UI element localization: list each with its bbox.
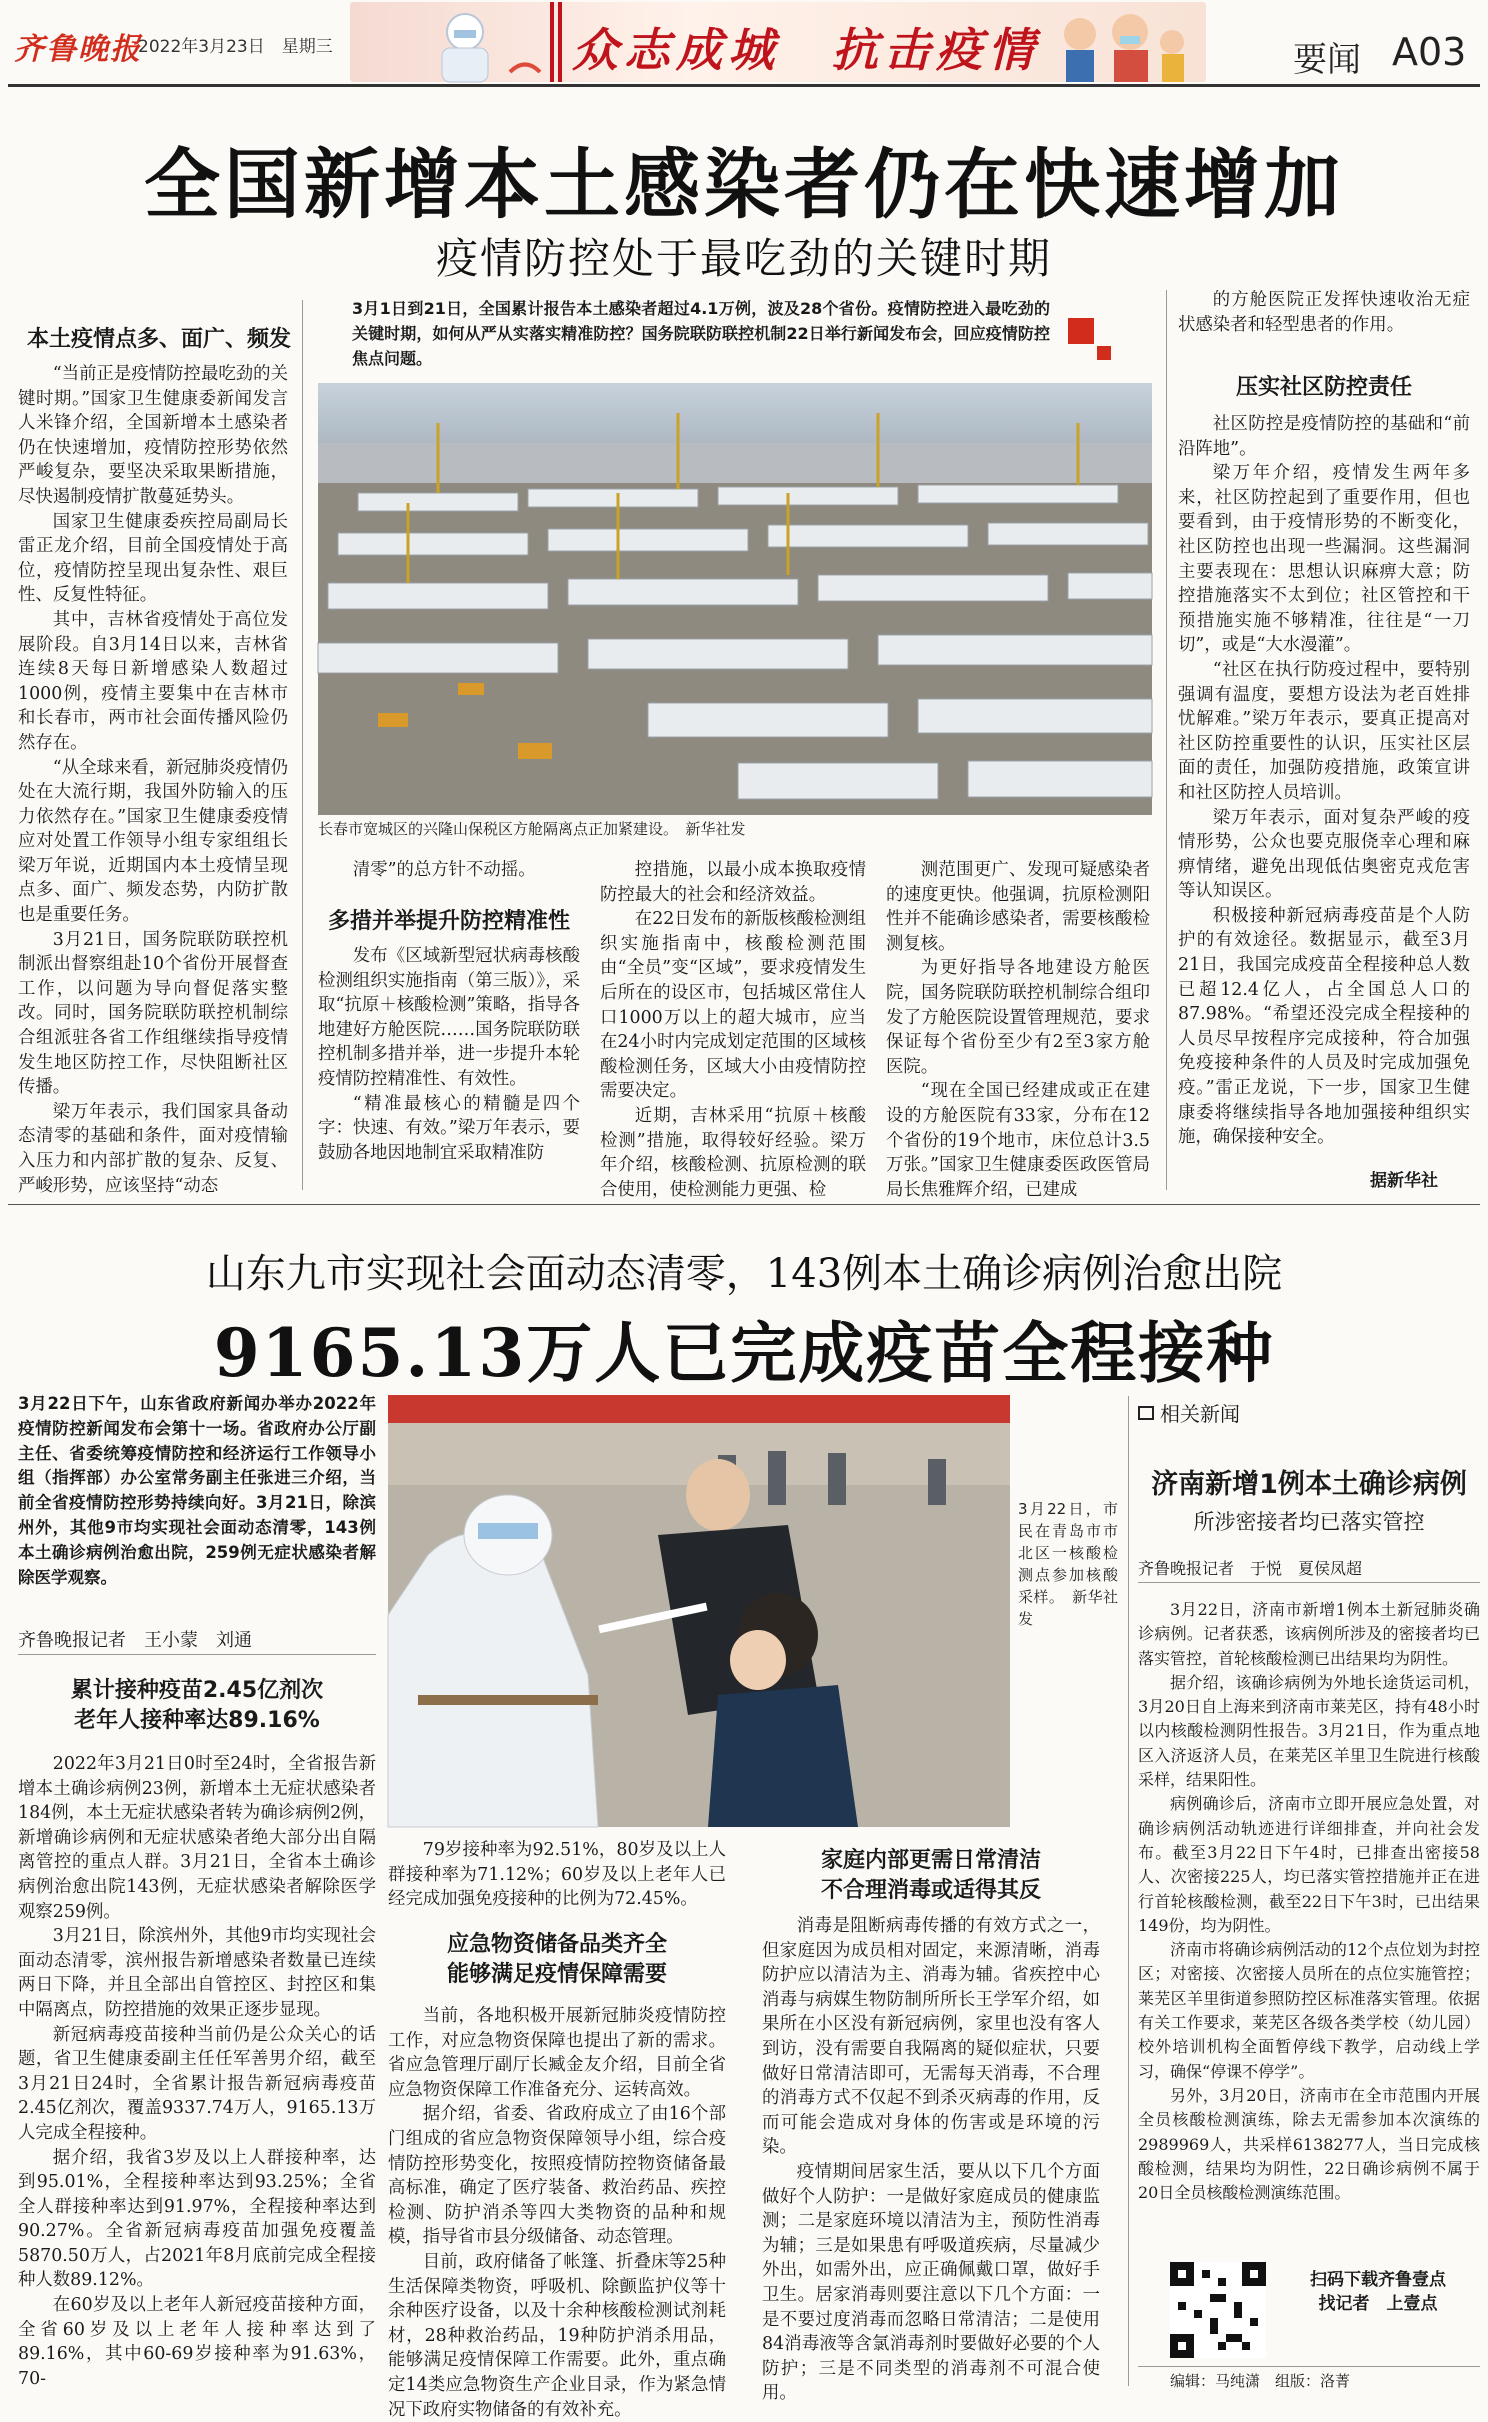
qr-caption: 扫码下载齐鲁壹点 找记者 上壹点 (1310, 2270, 1446, 2314)
story-divider (8, 1204, 1480, 1205)
story2-subhead-1: 累计接种疫苗2.45亿剂次 老年人接种率达89.16% (70, 1678, 324, 1733)
story1-col3-text: 控措施，以最小成本换取疫情防控最大的社会和经济效益。 在22日发布的新版核酸检测组织实施指南中，核酸检测范围由“全员”变“区域”，要求疫情发生后所在的设区市，包括城区常住人口1000万以上的超大城市，应当在24小时内完成划定范围的区域核酸检测任务，区域大小由疫情防控需要决定。 近期，吉林采用“抗原＋核酸检测”措施，取得较好经验。梁万年介绍，核酸检测、抗原检测的联合使用，使检测能力更强、检 (600, 860, 866, 1200)
story2-lead: 3月22日下午，山东省政府新闻办举办2022年疫情防控新闻发布会第十一场。省政府办公厅副主任、省委统筹疫情防控和经济运行工作领导小组（指挥部）办公室常务副主任张进三介绍，当前全省疫情防控形势持续向好。3月21日，除滨州外，其他9市均实现社会面动态清零，143例本土确诊病例治愈出院，259例无症状感染者解除医学观察。 (18, 1394, 376, 1587)
main-subheadline: 疫情防控处于最吃劲的关键时期 (435, 234, 1052, 283)
story1-subhead-1: 本土疫情点多、面广、频发 (26, 327, 291, 352)
story1-col2-text: 清零”的总方针不动摇。 (352, 860, 536, 880)
story1-credit: 据新华社 (1370, 1171, 1438, 1191)
story2-byline: 齐鲁晚报记者 王小蒙 刘通 (18, 1630, 252, 1651)
construction-site-photo (318, 383, 1152, 815)
related-body: 3月22日，济南市新增1例本土新冠肺炎确诊病例。记者获悉，该病例所涉及的密接者均已落实管控，首轮核酸检测已出结果均为阴性。 据介绍，该确诊病例为外地长途货运司机，3月20日自上海来到济南市莱芜区，持有48小时以内核酸检测阴性报告。3月21日，作为重点地区入济返济人员，在莱芜区羊里卫生院进行核酸采样，结果阳性。 病例确诊后，济南市立即开展应急处置，对确诊病例活动轨迹进行详细排查，并向社会发布。截至3月22日下午4时，已排查出密接58人、次密接225人，均已落实管控措施并正在进行首轮核酸检测，截至22日下午3时，已出结果149份，均为阴性。 济南市将确诊病例活动的12个点位划为封控区；对密接、次密接人员所在的点位实施管控；莱芜区羊里街道参照防控区标准落实管理。依据有关工作要求，莱芜区各级各类学校（幼儿园）校外培训机构全面暂停线下教学，启动线上学习，确保“停课不停学”。 另外，3月20日，济南市在全市范围内开展全员核酸检测演练，除去无需参加本次演练的2989969人，共采样6138277人，当日完成核酸检测，结果均为阴性，22日确诊病例不属于20日全员核酸检测演练范围。 (1138, 1600, 1480, 2203)
story2-col1-text: 2022年3月21日0时至24时，全省报告新增本土确诊病例23例，新增本土无症状感染者184例，本土无症状感染者转为确诊病例2例，新增确诊病例和无症状感染者绝大部分出自隔离管控的重点人群。3月21日，全省本土确诊病例治愈出院143例，无症状感染者解除医学观察259例。 3月21日，除滨州外，其他9市均实现社会面动态清零，滨州报告新增感染者数量已连续两日下降，并且全部出自管控区、封控区和集中隔离点，防控措施的效果正逐步显现。 新冠病毒疫苗接种当前仍是公众关心的话题，省卫生健康委副主任任军善男介绍，截至3月21日24时，全省累计报告新冠病毒疫苗2.45亿剂次，覆盖9337.74万人，9165.13万人完成全程接种。 据介绍，我省3岁及以上人群接种率，达到95.01%，全程接种率达到93.25%；全省全人群接种率达到91.97%，全程接种率达到90.27%。全省新冠病毒疫苗加强免疫覆盖5870.50万人，占2021年8月底前完成全程接种人数89.12%。 在60岁及以上老年人新冠疫苗接种方面，全省60岁及以上老年人接种率达到了89.16%，其中60-69岁接种率为91.63%，70- (18, 1754, 376, 2389)
story2-subhead-2: 应急物资储备品类齐全 能够满足疫情保障需要 (446, 1932, 667, 1987)
story1-col2b-text: 发布《区域新型冠状病毒核酸检测组织实施指南（第三版）》，采取“抗原＋核酸检测”策略，指导各地建好方舱医院……国务院联防联控机制多措并举，进一步提升本轮疫情防控精准性、有效性。 “精准最核心的精髓是四个字：快速、有效。”梁万年表示，要鼓励各地因地制宜采取精准防 (318, 946, 580, 1163)
slogan-banner (350, 2, 1206, 82)
news-box-icon (1138, 1406, 1154, 1420)
section-name: 要闻 (1293, 40, 1361, 80)
editors-credit: 编辑：马纯潇 组版：洛菁 (1170, 2372, 1351, 2390)
page-number: A03 (1392, 30, 1467, 74)
column-divider (1128, 1396, 1129, 2386)
story2-kicker: 山东九市实现社会面动态清零，143例本土确诊病例治愈出院 (205, 1251, 1283, 1297)
nucleic-acid-testing-photo (388, 1395, 1010, 1827)
related-news-label (1138, 1398, 1240, 1427)
photo2-caption: 3月22日，市民在青岛市市北区一核酸检测点参加核酸采样。 新华社发 (1018, 1500, 1118, 1628)
medic-illustration-icon (410, 2, 560, 82)
qr-code-icon[interactable] (1170, 2262, 1266, 2358)
story2-subhead-3: 家庭内部更需日常清洁 不合理消毒或适得其反 (820, 1848, 1041, 1903)
story1-col5-text: 的方舱医院正发挥快速收治无症状感染者和轻型患者的作用。 (1178, 290, 1470, 335)
story2-col2-text: 79岁接种率为92.51%，80岁及以上人群接种率为71.12%；60岁及以上老年人已经完成加强免疫接种的比例为72.45%。 (388, 1840, 726, 1910)
story1-col1-text: “当前正是疫情防控最吃劲的关键时期。”国家卫生健康委新闻发言人米锋介绍，全国新增本土感染者仍在快速增加，疫情防控形势依然严峻复杂，要坚决采取果断措施，尽快遏制疫情扩散蔓延势头。 国家卫生健康委疾控局副局长雷正龙介绍，目前全国疫情处于高位，疫情防控呈现出复杂性、艰巨性、反复性特征。 其中，吉林省疫情处于高位发展阶段。自3月14日以来，吉林省连续8天每日新增感染人数超过1000例，疫情主要集中在吉林市和长春市，两市社会面传播风险仍然存在。 “从全球来看，新冠肺炎疫情仍处在大流行期，我国外防输入的压力依然存在。”国家卫生健康委疫情应对处置工作领导小组专家组组长梁万年说，近期国内本土疫情呈现点多、面广、频发态势，内防扩散也是重要任务。 3月21日，国务院联防联控机制派出督察组赴10个省份开展督查工作，以问题为导向督促落实整改。同时，国务院联防联控机制综合组派驻各省工作组继续指导疫情发生地区防控工作，尽快阻断社区传播。 梁万年表示，我们国家具备动态清零的基础和条件，面对疫情输入压力和内部扩散的复杂、反复、严峻形势，应该坚持“动态 (18, 364, 288, 1196)
slogan-text: 众志成城 抗击疫情 (572, 23, 1040, 77)
related-byline: 齐鲁晚报记者 于悦 夏侯凤超 (1138, 1559, 1363, 1578)
story1-col5b-text: 社区防控是疫情防控的基础和“前沿阵地”。 梁万年介绍，疫情发生两年多来，社区防控起到了重要作用，但也要看到，由于疫情形势的不断变化，社区防控也出现一些漏洞。这些漏洞主要表现在：思想认识麻痹大意；防控措施落实不太到位；社区管控和干预措施实施不够精准，往往是“一刀切”，或是“大水漫灌”。 “社区在执行防疫过程中，要特别强调有温度，要想方设法为老百姓排忧解难。”梁万年表示，要真正提高对社区防控重要性的认识，压实社区层面的责任，加强防疫措施，政策宣讲和社区防控人员培训。 梁万年表示，面对复杂严峻的疫情形势，公众也要克服侥幸心理和麻痹情绪，避免出现低估奥密克戎危害等认知误区。 积极接种新冠病毒疫苗是个人防护的有效途径。数据显示，截至3月21日，我国完成疫苗全程接种总人数已超12.4亿人，占全国总人口的87.98%。“希望还没完成全程接种的人员尽早按程序完成接种，符合加强免疫接种条件的人员及时完成加强免疫。”雷正龙说，下一步，国家卫生健康委将继续指导各地加强接种组织实施，确保接种安全。 (1178, 414, 1470, 1148)
masthead (0, 0, 1488, 86)
related-news-label-text: 相关新闻 (1160, 1402, 1240, 1426)
family-illustration-icon (1040, 2, 1200, 82)
issue-date: 2022年3月23日 星期三 (138, 37, 333, 57)
related-headline: 济南新增1例本土确诊病例 (1151, 1469, 1467, 1500)
byline-rule (1138, 1582, 1480, 1583)
footer-rule (1138, 2366, 1480, 2367)
story1-lead: 3月1日到21日，全国累计报告本土感染者超过4.1万例，波及28个省份。疫情防控进入最吃劲的关键时期，如何从严从实落实精准防控？国务院联防联控机制22日举行新闻发布会，回应疫情防控焦点问题。 (352, 299, 1050, 368)
story1-subhead-3: 压实社区防控责任 (1235, 375, 1412, 400)
masthead-rule (8, 84, 1480, 87)
story2-headline: 9165.13万人已完成疫苗全程接种 (213, 1314, 1275, 1392)
column-divider (1166, 290, 1167, 1190)
story1-col4-text: 测范围更广、发现可疑感染者的速度更快。他强调，抗原检测阳性并不能确诊感染者，需要核酸检测复核。 为更好指导各地建设方舱医院，国务院联防联控机制综合组印发了方舱医院设置管理规范，要求保证每个省份至少有2至3家方舱医院。 “现在全国已经建成或正在建设的方舱医院有33家，分布在12个省份的19个地市，床位总计3.5万张。”国家卫生健康委医政医管局局长焦雅辉介绍，已建成 (886, 860, 1150, 1200)
story2-col2b-text: 当前，各地积极开展新冠肺炎疫情防控工作，对应急物资保障也提出了新的需求。省应急管理厅副厅长臧金友介绍，目前全省应急物资保障工作准备充分、运转高效。 据介绍，省委、省政府成立了由16个部门组成的省应急物资保障领导小组，综合疫情防控形势变化，按照疫情防控物资储备最高标准，确定了医疗装备、救治药品、疾控检测、防护消杀等四大类物资的品种和规模，指导省市县分级储备、动态管理。 目前，政府储备了帐篷、折叠床等25种生活保障类物资，呼吸机、除颤监护仪等十余种医疗设备，以及十余种核酸检测试剂耗材，28种救治药品，19种防护消杀用品，能够满足疫情保障工作需要。此外，重点确定14类应急物资生产企业目录，作为紧急情况下政府实物储备的有效补充。 (388, 2006, 726, 2420)
column-divider (302, 300, 303, 1190)
byline-rule (18, 1654, 376, 1655)
main-headline: 全国新增本土感染者仍在快速增加 (144, 140, 1344, 229)
related-subheadline: 所涉密接者均已落实管控 (1193, 1510, 1425, 1534)
accent-square-small (1097, 346, 1111, 360)
newspaper-logo: 齐鲁晚报 (14, 32, 142, 67)
accent-square-large (1068, 318, 1094, 344)
photo1-caption: 长春市宽城区的兴隆山保税区方舱隔离点正加紧建设。 新华社发 (318, 820, 746, 838)
story1-subhead-2: 多措并举提升防控精准性 (327, 909, 570, 934)
story2-col3-text: 消毒是阻断病毒传播的有效方式之一，但家庭因为成员相对固定，来源清晰，消毒防护应以清洁为主、消毒为辅。省疾控中心消毒与病媒生物防制所所长王学军介绍，如果所在小区没有新冠病例，家里也没有客人到访，没有需要自我隔离的疑似症状，只要做好日常清洁即可，无需每天消毒，不合理的消毒方式不仅起不到杀灭病毒的作用，反而可能会造成对身体的伤害或是环境的污染。 疫情期间居家生活，要从以下几个方面做好个人防护：一是做好家庭成员的健康监测；二是家庭环境以清洁为主，预防性消毒为辅；三是如果患有呼吸道疾病，尽量减少外出，如需外出，应正确佩戴口罩，做好手卫生。居家消毒则要注意以下几个方面：一是不要过度消毒而忽略日常清洁；二是使用84消毒液等含氯消毒剂时要做好必要的个人防护；三是不同类型的消毒剂不可混合使用。 (762, 1916, 1100, 2404)
